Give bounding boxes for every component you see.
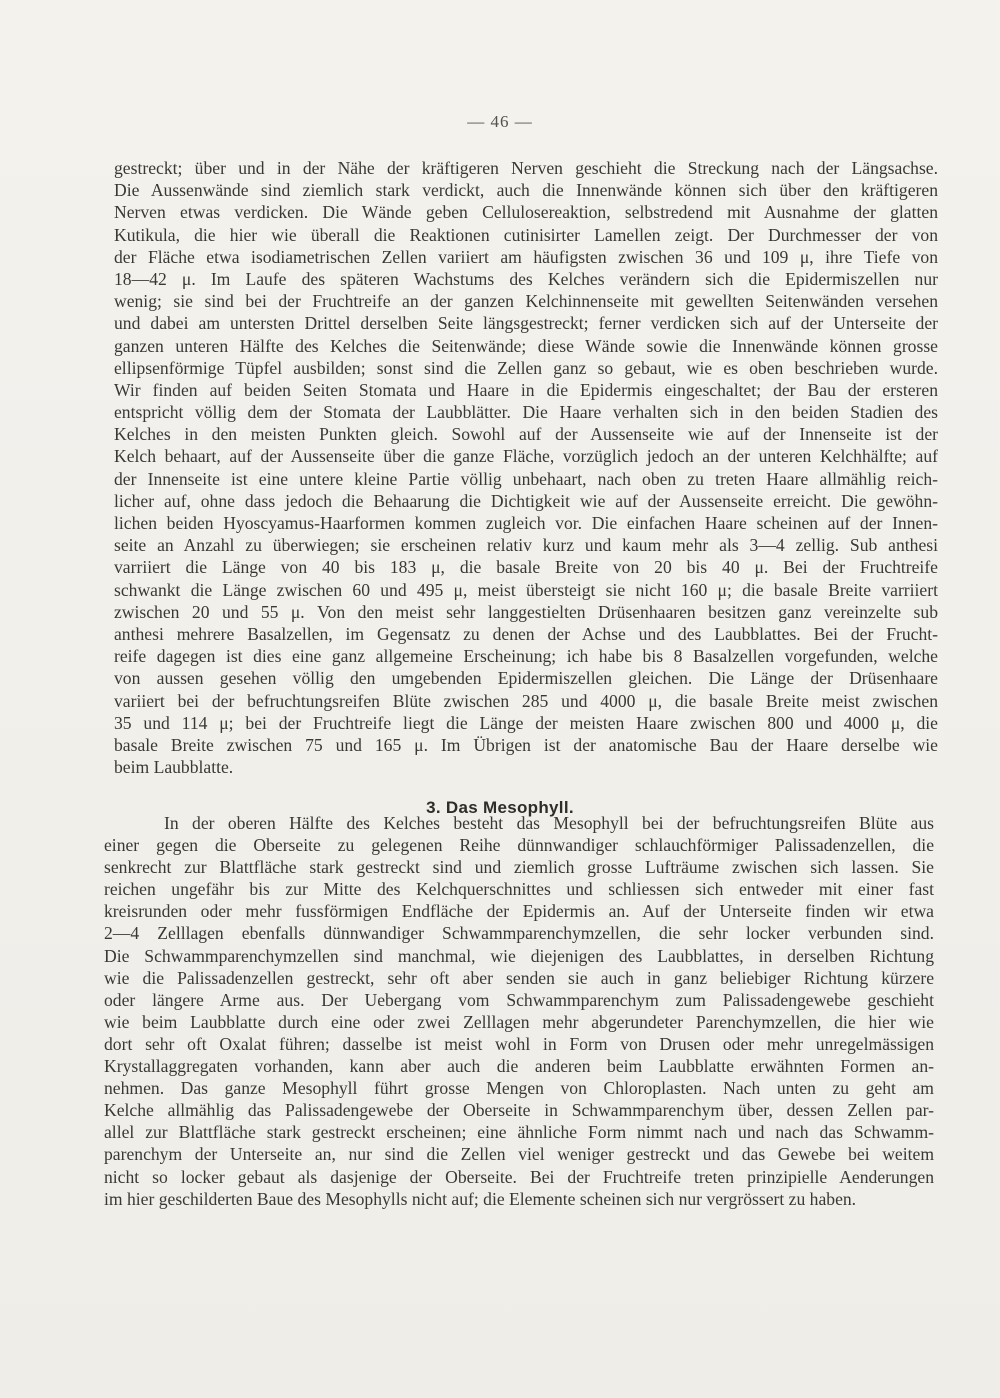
text-line: wenig; sie sind bei der Fruchtreife an der ganzen Kelchinnenseite mit gewellten Seitenwänden versehen <box>114 291 938 312</box>
text-line: und dabei am untersten Drittel derselben Seite längsgestreckt; ferner verdicken sich auf der Unterseite der <box>114 313 938 334</box>
text-line: Die Schwammparenchymzellen sind manchmal, wie diejenigen des Laubblattes, in derselben Richtung <box>104 945 934 966</box>
text-line: variiert bei der befruchtungsreifen Blüte zwischen 285 und 4000 μ, die basale Breite meist zwischen <box>114 690 938 711</box>
text-line: basale Breite zwischen 75 und 165 μ. Im Übrigen ist der anatomische Bau der Haare derselbe wie <box>114 734 938 755</box>
text-line: im hier geschilderten Baue des Mesophylls nicht auf; die Elemente scheinen sich nur vergrössert zu haben. <box>104 1188 857 1209</box>
text-line: nicht so locker gebaut als dasjenige der Oberseite. Bei der Fruchtreife treten prinzipielle Aenderungen <box>104 1166 934 1187</box>
text-line: reichen ungefähr bis zur Mitte des Kelchquerschnittes und schliessen sich entweder mit einer fast <box>104 879 934 900</box>
text-line: ellipsenförmige Tüpfel ausbilden; sonst sind die Zellen ganz so gebaut, wie es oben beschrieben wurde. <box>114 357 938 378</box>
text-line: Kelche allmählig das Palissadengewebe der Oberseite in Schwammparenchym über, dessen Zellen par- <box>104 1100 934 1121</box>
text-line: Nerven etwas verdicken. Die Wände geben Cellulosereaktion, selbstredend mit Ausnahme der glatten <box>114 202 938 223</box>
text-line: der Fläche etwa isodiametrischen Zellen variiert am häufigsten zwischen 36 und 109 μ, ihre Tiefe von <box>114 246 938 267</box>
text-line: dort sehr oft Oxalat führen; dasselbe ist meist wohl in Form von Drusen oder mehr unregelmässigen <box>104 1033 934 1054</box>
text-line: zwischen 20 und 55 μ. Von den meist sehr langgestielten Drüsenhaaren besitzen ganz vereinzelte sub <box>114 601 938 622</box>
text-line: senkrecht zur Blattfläche stark gestreckt sind und ziemlich grosse Lufträume zwischen sich lassen. Sie <box>104 857 934 878</box>
text-line: beim Laubblatte. <box>114 757 234 778</box>
text-line: Kelches in den meisten Punkten gleich. Sowohl auf der Aussenseite wie auf der Innenseite ist der <box>114 424 938 445</box>
text-line: kreisrunden oder mehr fussförmigen Endfläche der Epidermis an. Auf der Unterseite finden wir etwa <box>104 901 934 922</box>
text-line: licher auf, ohne dass jedoch die Behaarung die Dichtigkeit wie auf der Aussenseite erreicht. Die gewöhn- <box>114 490 938 511</box>
text-line: anthesi mehrere Basalzellen, im Gegensatz zu denen der Achse und des Laubblattes. Bei der Frucht- <box>114 623 938 644</box>
text-line: 2—4 Zelllagen ebenfalls dünnwandiger Schwammparenchymzellen, die sehr locker verbunden sind. <box>104 923 934 944</box>
text-line: der Innenseite ist eine untere kleine Partie völlig unbehaart, nach oben zu treten Haare allmählig reich- <box>114 468 938 489</box>
text-line: lichen beiden Hyoscyamus-Haarformen kommen zugleich vor. Die einfachen Haare scheinen auf der Innen- <box>114 513 938 533</box>
text-line: Krystallaggregaten vorhanden, kann aber auch die anderen beim Laubblatte erwähnten Formen an- <box>104 1056 934 1077</box>
paragraph-epidermis <box>114 157 938 778</box>
text-line: In der oberen Hälfte des Kelches besteht das Mesophyll bei der befruchtungsreifen Blüte aus <box>164 813 934 833</box>
section-heading: 3. Das Mesophyll. <box>426 798 574 817</box>
text-line: ganzen unteren Hälfte des Kelches die Seitenwände; diese Wände sowie die Innenwände können grosse <box>114 335 938 356</box>
text-line: schwankt die Länge zwischen 60 und 495 μ, meist übersteigt sie nicht 160 μ; die basale Breite varriiert <box>114 579 938 600</box>
text-line: von aussen gesehen völlig den umgebenden Epidermiszellen gleichen. Die Länge der Drüsenhaare <box>114 668 938 689</box>
text-line: oder längere Arme aus. Der Uebergang vom Schwammparenchym zum Palissadengewebe geschieht <box>104 989 934 1010</box>
text-line: seite an Anzahl zu überwiegen; sie erscheinen relativ kurz und kaum mehr als 3—4 zellig. Sub anthesi <box>114 535 938 556</box>
text-line: entspricht völlig dem der Stomata der Laubblätter. Die Haare verhalten sich in den beiden Stadien des <box>114 402 938 423</box>
text-line: wie beim Laubblatte durch eine oder zwei Zelllagen mehr abgerundeter Parenchymzellen, die hier wie <box>104 1011 934 1032</box>
page-number: — 46 — <box>467 112 533 131</box>
text-line: gestreckt; über und in der Nähe der kräftigeren Nerven geschieht die Streckung nach der Längsachse. <box>114 158 938 178</box>
text-line: Die Aussenwände sind ziemlich stark verdickt, auch die Innenwände können sich über den kräftigeren <box>114 180 938 201</box>
text-line: Wir finden auf beiden Seiten Stomata und Haare in die Epidermis eingeschaltet; der Bau der ersteren <box>114 379 938 400</box>
paragraph-mesophyll <box>104 812 934 1210</box>
text-line: 35 und 114 μ; bei der Fruchtreife liegt die Länge der meisten Haare zwischen 800 und 4000 μ, die <box>114 712 938 733</box>
text-line: nehmen. Das ganze Mesophyll führt grosse Mengen von Chloroplasten. Nach unten zu geht am <box>104 1078 934 1099</box>
text-line: 18—42 μ. Im Laufe des späteren Wachstums des Kelches verändern sich die Epidermiszellen nur <box>114 268 938 289</box>
text-line: Kelch behaart, auf der Aussenseite über die ganze Fläche, vorzüglich jedoch an der unteren Kelchhälfte; auf <box>114 446 938 467</box>
text-line: einer gegen die Oberseite zu gelegenen Reihe dünnwandiger schlauchförmiger Palissadenzellen, die <box>104 835 934 856</box>
text-line: parenchym der Unterseite an, nur sind die Zellen viel weniger gestreckt und das Gewebe bei weitem <box>104 1144 934 1165</box>
text-line: varriiert die Länge von 40 bis 183 μ, die basale Breite von 20 bis 40 μ. Bei der Fruchtreife <box>114 557 938 578</box>
text-line: allel zur Blattfläche stark gestreckt erscheinen; eine ähnliche Form nimmt nach und nach das Schwamm- <box>104 1122 934 1143</box>
text-line: wie die Palissadenzellen gestreckt, sehr oft aber senden sie auch in ganz beliebiger Richtung kürzere <box>104 967 934 988</box>
text-line: Kutikula, die hier wie überall die Reaktionen cutinisirter Lamellen zeigt. Der Durchmesser der von <box>114 224 938 245</box>
text-line: reife dagegen ist dies eine ganz allgemeine Erscheinung; ich habe bis 8 Basalzellen vorgefunden, welche <box>114 646 938 667</box>
